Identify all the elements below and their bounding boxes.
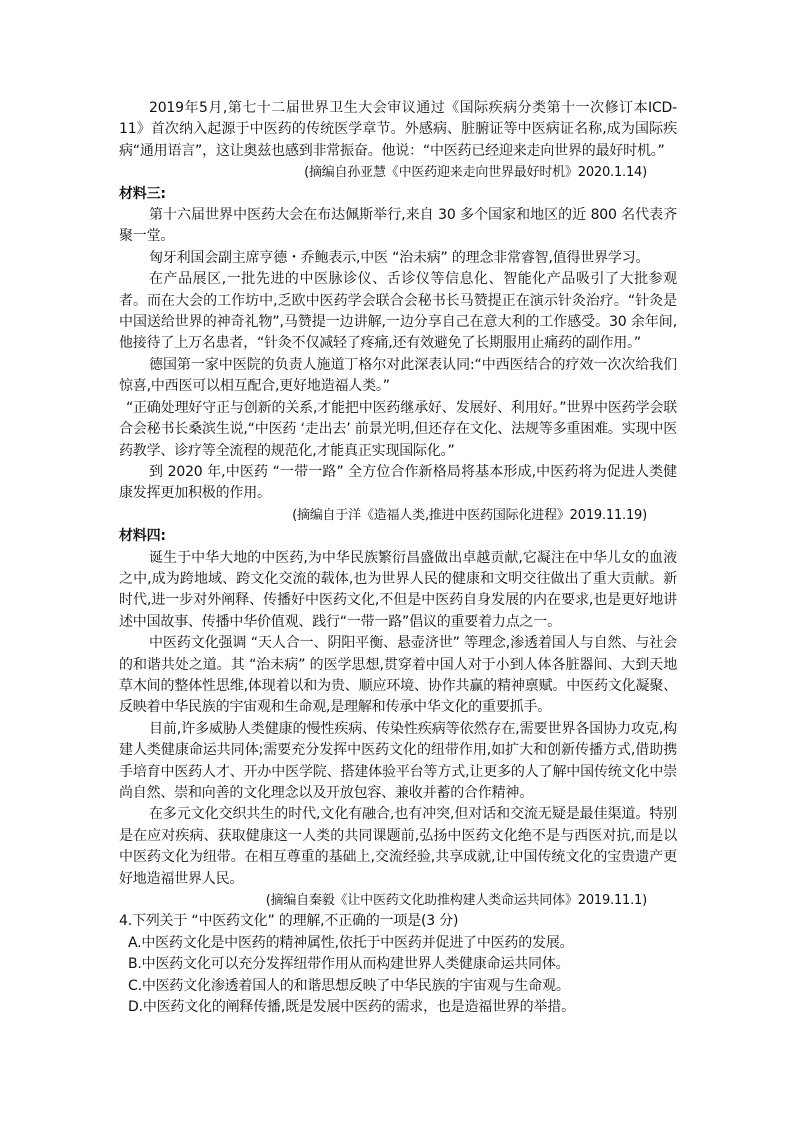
paragraph: 德国第一家中医院的负责人施道丁格尔对此深表认同:“中西医结合的疗效一次次给我们惊喜,中西医可以相互配合,更好地造福人类。” bbox=[119, 356, 677, 395]
paragraph: “正确处理好守正与创新的关系,才能把中医药继承好、发展好、利用好。”世界中医药学会联合会秘书长桑滨生说,“中医药 ‘走出去’ 前景光明,但还存在文化、法规等多重困难。实现中医药教学、诊疗等全流程的规范化,才能真正实现国际化。” bbox=[119, 399, 677, 459]
section-heading: 材料四: bbox=[119, 528, 166, 545]
source-citation: (摘编自于洋《造福人类,推进中医药国际化进程》2019.11.19) bbox=[292, 507, 647, 523]
paragraph: 诞生于中华大地的中医药,为中华民族繁衍昌盛做出卓越贡献,它凝注在中华儿女的血液之中,成为跨地域、跨文化交流的载体,也为世界人民的健康和文明交往做出了重大贡献。新时代,进一步对外阐释、传播好中医药文化,不但是中医药自身发展的内在要求,也是更好地讲述中国故事、传播中华价值观、践行“一带一路”倡议的重要着力点之一。 bbox=[119, 549, 677, 630]
paragraph: 匈牙利国会副主席亨德・乔鲍表示,中医 “治未病” 的理念非常睿智,值得世界学习。 bbox=[149, 249, 650, 266]
intro-paragraph: 2019年5月,第七十二届世界卫生大会审议通过《国际疾病分类第十一次修订本ICD-11》首次纳入起源于中医药的传统医学章节。外感病、脏腑证等中医病证名称,成为国际疾病“通用语言”，这让奥兹也感到非常振奋。他说：“中医药已经迎来走向世界的最好时机。” bbox=[119, 100, 677, 159]
paragraph: 到 2020 年,中医药 “一带一路” 全方位合作新格局将基本形成,中医药将为促进人类健康发挥更加积极的作用。 bbox=[119, 463, 677, 502]
option-b: B.中医药文化可以充分发挥纽带作用从而构建世界人类健康命运共同体。 bbox=[128, 956, 570, 973]
source-citation: (摘编自孙亚慧《中医药迎来走向世界最好时机》2020.1.14) bbox=[304, 165, 647, 181]
question-stem: 4.下列关于 “中医药文化” 的理解,不正确的一项是(3 分) bbox=[119, 913, 459, 930]
option-c: C.中医药文化渗透着国人的和谐思想反映了中华民族的宇宙观与生命观。 bbox=[128, 977, 570, 994]
paragraph: 目前,许多威胁人类健康的慢性疾病、传染性疾病等依然存在,需要世界各国协力攻克,构建人类健康命运共同体;需要充分发挥中医药文化的纽带作用,如扩大和创新传播方式,借助携手培育中医药人才、开办中医学院、搭建体验平台等方式,让更多的人了解中国传统文化中崇尚自然、崇和向善的文化理念以及开放包容、兼收并蓄的合作精神。 bbox=[119, 720, 677, 801]
paragraph: 第十六届世界中医药大会在布达佩斯举行,来自 30 多个国家和地区的近 800 名代表齐聚一堂。 bbox=[119, 207, 677, 245]
option-a: A.中医药文化是中医药的精神属性,依托于中医药并促进了中医药的发展。 bbox=[128, 934, 574, 951]
paragraph: 在产品展区,一批先进的中医脉诊仪、舌诊仪等信息化、智能化产品吸引了大批参观者。而在大会的工作坊中,乏欧中医药学会联合会秘书长马赞提正在演示针灸治疗。“针灸是中国送给世界的神奇礼物”,马赞提一边讲解,一边分享自己在意大利的工作感受。30 余年间,他接待了上万名患者，“针灸不仅减轻了疼痛,还有效避免了长期服用止痛药的副作用。” bbox=[119, 271, 677, 352]
option-d: D.中医药文化的阐释传播,既是发展中医药的需求，也是造福世界的举措。 bbox=[128, 999, 575, 1016]
document-page bbox=[119, 98, 677, 1018]
paragraph: 中医药文化强调 “天人合一、阴阳平衡、悬壶济世” 等理念,渗透着国人与自然、与社会的和谐共处之道。其 “治未病” 的医学思想,贯穿着中国人对于小到人体各脏器间、大到天地草木间的整体性思维,体现着以和为贵、顺应环境、协作共赢的精神禀赋。中医药文化凝聚、反映着中华民族的宇宙观和生命观,是理解和传承中华文化的重要抓手。 bbox=[119, 635, 677, 716]
section-heading: 材料三: bbox=[119, 185, 166, 202]
paragraph: 在多元文化交织共生的时代,文化有融合,也有冲突,但对话和交流无疑是最佳渠道。特别是在应对疾病、获取健康这一人类的共同课题前,弘扬中医药文化绝不是与西医对抗,而是以中医药文化为纽带。在相互尊重的基础上,交流经验,共享成就,让中国传统文化的宝贵遗产更好地造福世界人民。 bbox=[119, 806, 677, 887]
source-citation: (摘编自秦毅《让中医药文化助推构建人类命运共同体》2019.11.1) bbox=[265, 893, 647, 909]
